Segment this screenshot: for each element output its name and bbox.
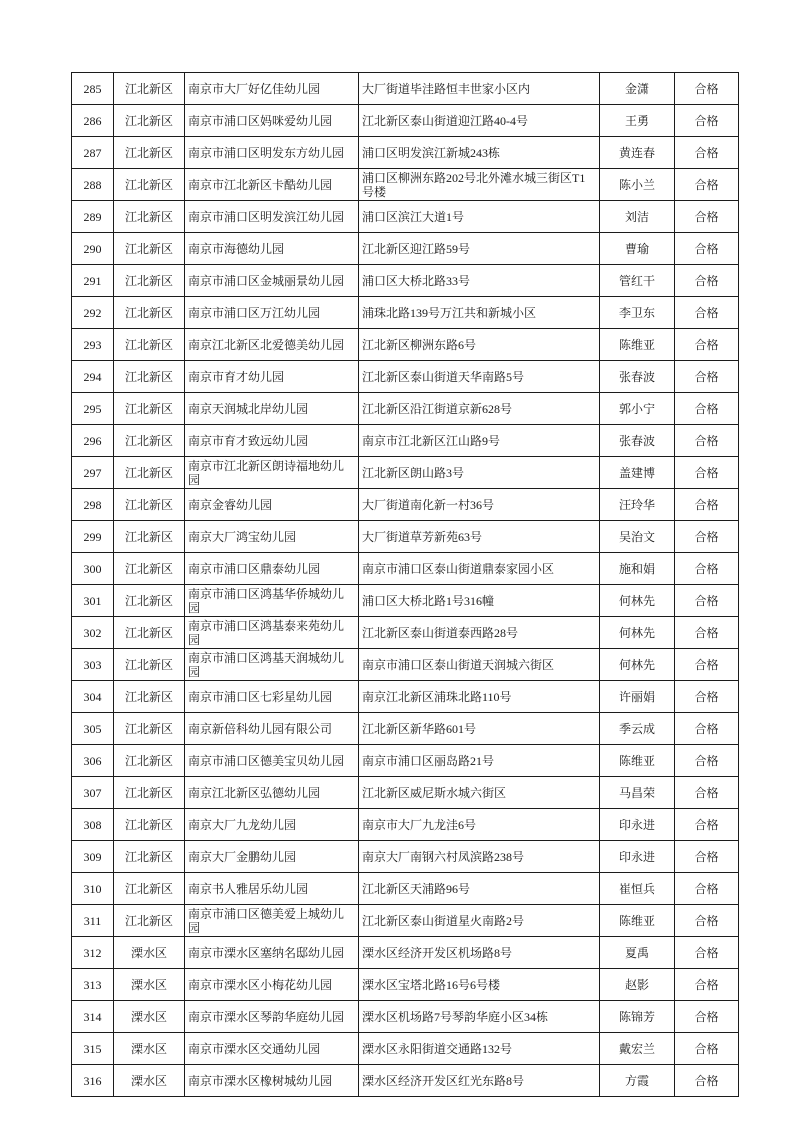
address-cell: 江北新区沿江街道京新628号: [359, 393, 600, 425]
result-status-cell: 合格: [675, 585, 739, 617]
principal-name-cell: 王勇: [600, 105, 675, 137]
kindergarten-name-cell: 南京市浦口区七彩星幼儿园: [185, 681, 359, 713]
principal-name-cell: 陈小兰: [600, 169, 675, 201]
row-number-cell: 306: [72, 745, 114, 777]
table-row: [72, 1033, 739, 1065]
kindergarten-name-cell: 南京市海德幼儿园: [185, 233, 359, 265]
row-number-cell: 307: [72, 777, 114, 809]
table-row: [72, 1001, 739, 1033]
row-number-cell: 301: [72, 585, 114, 617]
table-row: [72, 905, 739, 937]
table-row: [72, 681, 739, 713]
table-row: [72, 553, 739, 585]
address-cell: 大厂街道草芳新苑63号: [359, 521, 600, 553]
address-cell: 江北新区泰山街道天华南路5号: [359, 361, 600, 393]
address-cell: 大厂街道南化新一村36号: [359, 489, 600, 521]
table-row: [72, 265, 739, 297]
table-row: [72, 649, 739, 681]
result-status-cell: 合格: [675, 873, 739, 905]
kindergarten-name-cell: 南京大厂九龙幼儿园: [185, 809, 359, 841]
district-cell: 江北新区: [114, 105, 185, 137]
table-row: [72, 937, 739, 969]
kindergarten-name-cell: 南京市浦口区德美宝贝幼儿园: [185, 745, 359, 777]
result-status-cell: 合格: [675, 489, 739, 521]
table-row: [72, 297, 739, 329]
kindergarten-name-cell: 南京市江北新区卡酷幼儿园: [185, 169, 359, 201]
result-status-cell: 合格: [675, 617, 739, 649]
district-cell: 江北新区: [114, 809, 185, 841]
kindergarten-name-cell: 南京江北新区北爱德美幼儿园: [185, 329, 359, 361]
address-cell: 南京市大厂九龙洼6号: [359, 809, 600, 841]
district-cell: 溧水区: [114, 1033, 185, 1065]
result-status-cell: 合格: [675, 297, 739, 329]
district-cell: 溧水区: [114, 937, 185, 969]
address-cell: 浦口区滨江大道1号: [359, 201, 600, 233]
row-number-cell: 294: [72, 361, 114, 393]
principal-name-cell: 何林先: [600, 649, 675, 681]
kindergarten-name-cell: 南京新倍科幼儿园有限公司: [185, 713, 359, 745]
result-status-cell: 合格: [675, 681, 739, 713]
principal-name-cell: 管红干: [600, 265, 675, 297]
address-cell: 溧水区永阳街道交通路132号: [359, 1033, 600, 1065]
address-cell: 江北新区天浦路96号: [359, 873, 600, 905]
row-number-cell: 298: [72, 489, 114, 521]
principal-name-cell: 印永进: [600, 841, 675, 873]
row-number-cell: 299: [72, 521, 114, 553]
district-cell: 江北新区: [114, 745, 185, 777]
kindergarten-name-cell: 南京市育才幼儿园: [185, 361, 359, 393]
table-row: [72, 489, 739, 521]
principal-name-cell: 李卫东: [600, 297, 675, 329]
kindergarten-name-cell: 南京市浦口区鸿基泰来苑幼儿园: [185, 617, 359, 649]
district-cell: 江北新区: [114, 873, 185, 905]
result-status-cell: 合格: [675, 393, 739, 425]
district-cell: 江北新区: [114, 137, 185, 169]
result-status-cell: 合格: [675, 457, 739, 489]
district-cell: 江北新区: [114, 169, 185, 201]
row-number-cell: 300: [72, 553, 114, 585]
address-cell: 浦口区明发滨江新城243栋: [359, 137, 600, 169]
table-row: [72, 713, 739, 745]
district-cell: 江北新区: [114, 361, 185, 393]
district-cell: 江北新区: [114, 713, 185, 745]
principal-name-cell: 吴治文: [600, 521, 675, 553]
principal-name-cell: 黄连春: [600, 137, 675, 169]
result-status-cell: 合格: [675, 521, 739, 553]
result-status-cell: 合格: [675, 425, 739, 457]
result-status-cell: 合格: [675, 905, 739, 937]
kindergarten-name-cell: 南京市浦口区金城丽景幼儿园: [185, 265, 359, 297]
kindergarten-name-cell: 南京市浦口区鸿基华侨城幼儿园: [185, 585, 359, 617]
kindergarten-name-cell: 南京市浦口区德美爱上城幼儿园: [185, 905, 359, 937]
district-cell: 江北新区: [114, 489, 185, 521]
row-number-cell: 315: [72, 1033, 114, 1065]
address-cell: 溧水区经济开发区红光东路8号: [359, 1065, 600, 1097]
row-number-cell: 297: [72, 457, 114, 489]
district-cell: 江北新区: [114, 393, 185, 425]
address-cell: 南京大厂南钢六村凤滨路238号: [359, 841, 600, 873]
principal-name-cell: 崔恒兵: [600, 873, 675, 905]
table-row: [72, 873, 739, 905]
kindergarten-name-cell: 南京市溧水区塞纳名邸幼儿园: [185, 937, 359, 969]
row-number-cell: 313: [72, 969, 114, 1001]
row-number-cell: 290: [72, 233, 114, 265]
row-number-cell: 305: [72, 713, 114, 745]
address-cell: 江北新区新华路601号: [359, 713, 600, 745]
address-cell: 浦口区大桥北路33号: [359, 265, 600, 297]
kindergarten-name-cell: 南京市浦口区明发东方幼儿园: [185, 137, 359, 169]
address-cell: 南京市浦口区丽岛路21号: [359, 745, 600, 777]
address-cell: 溧水区机场路7号琴韵华庭小区34栋: [359, 1001, 600, 1033]
table-row: [72, 169, 739, 201]
kindergarten-name-cell: 南京市江北新区朗诗福地幼儿园: [185, 457, 359, 489]
row-number-cell: 286: [72, 105, 114, 137]
district-cell: 溧水区: [114, 1065, 185, 1097]
principal-name-cell: 何林先: [600, 585, 675, 617]
principal-name-cell: 陈锦芳: [600, 1001, 675, 1033]
result-status-cell: 合格: [675, 777, 739, 809]
table-row: [72, 425, 739, 457]
row-number-cell: 316: [72, 1065, 114, 1097]
kindergarten-name-cell: 南京市浦口区明发滨江幼儿园: [185, 201, 359, 233]
kindergarten-name-cell: 南京市大厂好亿佳幼儿园: [185, 73, 359, 105]
result-status-cell: 合格: [675, 265, 739, 297]
district-cell: 江北新区: [114, 777, 185, 809]
table-row: [72, 361, 739, 393]
result-status-cell: 合格: [675, 201, 739, 233]
district-cell: 江北新区: [114, 73, 185, 105]
address-cell: 江北新区朗山路3号: [359, 457, 600, 489]
row-number-cell: 292: [72, 297, 114, 329]
result-status-cell: 合格: [675, 745, 739, 777]
principal-name-cell: 何林先: [600, 617, 675, 649]
principal-name-cell: 戴宏兰: [600, 1033, 675, 1065]
address-cell: 溧水区经济开发区机场路8号: [359, 937, 600, 969]
kindergarten-name-cell: 南京金睿幼儿园: [185, 489, 359, 521]
row-number-cell: 311: [72, 905, 114, 937]
result-status-cell: 合格: [675, 329, 739, 361]
address-cell: 南京江北新区浦珠北路110号: [359, 681, 600, 713]
principal-name-cell: 汪玲华: [600, 489, 675, 521]
principal-name-cell: 刘洁: [600, 201, 675, 233]
district-cell: 江北新区: [114, 233, 185, 265]
address-cell: 浦口区大桥北路1号316幢: [359, 585, 600, 617]
table-row: [72, 457, 739, 489]
kindergarten-name-cell: 南京市浦口区鼎泰幼儿园: [185, 553, 359, 585]
kindergarten-name-cell: 南京天润城北岸幼儿园: [185, 393, 359, 425]
kindergarten-name-cell: 南京市浦口区妈咪爱幼儿园: [185, 105, 359, 137]
table-row: [72, 617, 739, 649]
address-cell: 江北新区威尼斯水城六街区: [359, 777, 600, 809]
district-cell: 江北新区: [114, 841, 185, 873]
row-number-cell: 296: [72, 425, 114, 457]
table-row: [72, 393, 739, 425]
principal-name-cell: 季云成: [600, 713, 675, 745]
kindergarten-inspection-table: [71, 72, 739, 1097]
result-status-cell: 合格: [675, 1065, 739, 1097]
row-number-cell: 303: [72, 649, 114, 681]
row-number-cell: 285: [72, 73, 114, 105]
principal-name-cell: 陈维亚: [600, 745, 675, 777]
address-cell: 江北新区迎江路59号: [359, 233, 600, 265]
district-cell: 溧水区: [114, 969, 185, 1001]
address-cell: 南京市浦口区泰山街道鼎泰家园小区: [359, 553, 600, 585]
address-cell: 浦口区柳洲东路202号北外滩水城三街区T1号楼: [359, 169, 600, 201]
district-cell: 江北新区: [114, 905, 185, 937]
kindergarten-name-cell: 南京江北新区弘德幼儿园: [185, 777, 359, 809]
row-number-cell: 287: [72, 137, 114, 169]
address-cell: 浦珠北路139号万江共和新城小区: [359, 297, 600, 329]
table-row: [72, 105, 739, 137]
result-status-cell: 合格: [675, 233, 739, 265]
table-row: [72, 777, 739, 809]
principal-name-cell: 郭小宁: [600, 393, 675, 425]
district-cell: 江北新区: [114, 329, 185, 361]
table-row: [72, 521, 739, 553]
row-number-cell: 312: [72, 937, 114, 969]
district-cell: 江北新区: [114, 521, 185, 553]
address-cell: 江北新区柳洲东路6号: [359, 329, 600, 361]
principal-name-cell: 夏禹: [600, 937, 675, 969]
row-number-cell: 289: [72, 201, 114, 233]
table-row: [72, 585, 739, 617]
result-status-cell: 合格: [675, 361, 739, 393]
result-status-cell: 合格: [675, 1033, 739, 1065]
table-row: [72, 137, 739, 169]
table-row: [72, 745, 739, 777]
table-row: [72, 233, 739, 265]
row-number-cell: 309: [72, 841, 114, 873]
table-row: [72, 329, 739, 361]
district-cell: 江北新区: [114, 649, 185, 681]
address-cell: 溧水区宝塔北路16号6号楼: [359, 969, 600, 1001]
district-cell: 江北新区: [114, 265, 185, 297]
kindergarten-name-cell: 南京市育才致远幼儿园: [185, 425, 359, 457]
principal-name-cell: 盖建博: [600, 457, 675, 489]
principal-name-cell: 曹瑜: [600, 233, 675, 265]
principal-name-cell: 许丽娟: [600, 681, 675, 713]
row-number-cell: 293: [72, 329, 114, 361]
table-row: [72, 1065, 739, 1097]
result-status-cell: 合格: [675, 937, 739, 969]
district-cell: 江北新区: [114, 201, 185, 233]
result-status-cell: 合格: [675, 105, 739, 137]
kindergarten-name-cell: 南京大厂鸿宝幼儿园: [185, 521, 359, 553]
row-number-cell: 295: [72, 393, 114, 425]
table-row: [72, 201, 739, 233]
principal-name-cell: 张春波: [600, 361, 675, 393]
kindergarten-name-cell: 南京市溧水区交通幼儿园: [185, 1033, 359, 1065]
principal-name-cell: 陈维亚: [600, 905, 675, 937]
address-cell: 南京市浦口区泰山街道天润城六街区: [359, 649, 600, 681]
row-number-cell: 304: [72, 681, 114, 713]
table-row: [72, 969, 739, 1001]
district-cell: 江北新区: [114, 681, 185, 713]
row-number-cell: 310: [72, 873, 114, 905]
district-cell: 江北新区: [114, 457, 185, 489]
address-cell: 南京市江北新区江山路9号: [359, 425, 600, 457]
principal-name-cell: 张春波: [600, 425, 675, 457]
result-status-cell: 合格: [675, 73, 739, 105]
result-status-cell: 合格: [675, 809, 739, 841]
district-cell: 溧水区: [114, 1001, 185, 1033]
result-status-cell: 合格: [675, 969, 739, 1001]
table-row: [72, 841, 739, 873]
address-cell: 江北新区泰山街道泰西路28号: [359, 617, 600, 649]
row-number-cell: 308: [72, 809, 114, 841]
address-cell: 江北新区泰山街道迎江路40-4号: [359, 105, 600, 137]
principal-name-cell: 方霞: [600, 1065, 675, 1097]
principal-name-cell: 赵影: [600, 969, 675, 1001]
kindergarten-name-cell: 南京市溧水区琴韵华庭幼儿园: [185, 1001, 359, 1033]
result-status-cell: 合格: [675, 137, 739, 169]
table-row: [72, 73, 739, 105]
district-cell: 江北新区: [114, 297, 185, 329]
result-status-cell: 合格: [675, 169, 739, 201]
row-number-cell: 314: [72, 1001, 114, 1033]
district-cell: 江北新区: [114, 425, 185, 457]
kindergarten-name-cell: 南京书人雅居乐幼儿园: [185, 873, 359, 905]
row-number-cell: 291: [72, 265, 114, 297]
result-status-cell: 合格: [675, 713, 739, 745]
row-number-cell: 288: [72, 169, 114, 201]
result-status-cell: 合格: [675, 649, 739, 681]
row-number-cell: 302: [72, 617, 114, 649]
principal-name-cell: 马昌荣: [600, 777, 675, 809]
district-cell: 江北新区: [114, 553, 185, 585]
principal-name-cell: 印永进: [600, 809, 675, 841]
result-status-cell: 合格: [675, 1001, 739, 1033]
address-cell: 大厂街道毕洼路恒丰世家小区内: [359, 73, 600, 105]
table-row: [72, 809, 739, 841]
kindergarten-name-cell: 南京大厂金鹏幼儿园: [185, 841, 359, 873]
kindergarten-name-cell: 南京市浦口区鸿基天润城幼儿园: [185, 649, 359, 681]
principal-name-cell: 金潇: [600, 73, 675, 105]
address-cell: 江北新区泰山街道星火南路2号: [359, 905, 600, 937]
kindergarten-name-cell: 南京市浦口区万江幼儿园: [185, 297, 359, 329]
district-cell: 江北新区: [114, 617, 185, 649]
kindergarten-name-cell: 南京市溧水区小梅花幼儿园: [185, 969, 359, 1001]
result-status-cell: 合格: [675, 553, 739, 585]
principal-name-cell: 施和娟: [600, 553, 675, 585]
principal-name-cell: 陈维亚: [600, 329, 675, 361]
district-cell: 江北新区: [114, 585, 185, 617]
result-status-cell: 合格: [675, 841, 739, 873]
kindergarten-name-cell: 南京市溧水区橡树城幼儿园: [185, 1065, 359, 1097]
